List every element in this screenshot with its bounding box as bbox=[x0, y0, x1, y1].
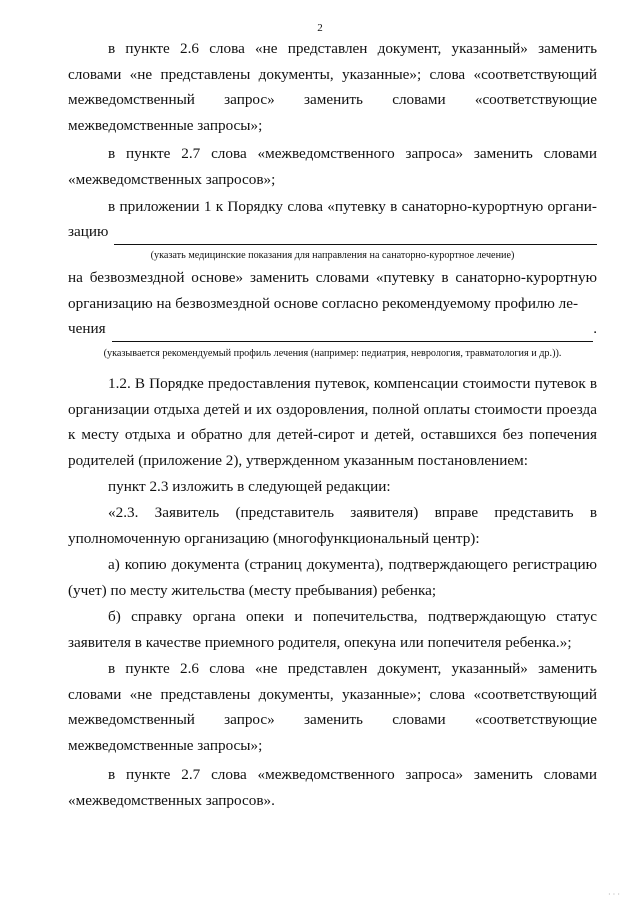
paragraph-2-7-amendment: в пункте 2.7 слова «межведомственного запроса» заменить словами «межведомственных запросов»; bbox=[68, 145, 597, 188]
fill-line-label: зацию bbox=[68, 223, 109, 240]
fill-in-line bbox=[112, 325, 594, 342]
page-number: 2 bbox=[317, 22, 323, 34]
note-medical-indications: (указать медицинские показания для направления на санаторно-курортное лечение) bbox=[150, 250, 515, 261]
paragraph-2-6-amendment-second: в пункте 2.6 слова «не представлен документ, указанный» заменить словами «не представлены документы, указанные»; слова «соответствующий межведомственный запрос» заменить словами «соответствующие межведомственные запросы»; bbox=[68, 660, 597, 754]
corner-mark: · · · bbox=[608, 890, 620, 899]
paragraph-2-3-intro: пункт 2.3 изложить в следующей редакции: bbox=[108, 478, 391, 495]
paragraph-appendix-1-line1: в приложении 1 к Порядку слова «путевку в санаторно-курортную органи- bbox=[108, 198, 597, 215]
note-treatment-profile: (указывается рекомендуемый профиль лечения (например: педиатрия, неврология, травматология и др.)). bbox=[103, 348, 562, 359]
line-end-period: . bbox=[593, 320, 597, 337]
paragraph-2-6-amendment: в пункте 2.6 слова «не представлен документ, указанный» заменить словами «не представлены документы, указанные»; слова «соответствующий межведомственный запрос» заменить словами «соответствующие межведомственные запросы»; bbox=[68, 40, 597, 134]
paragraph-item-b: б) справку органа опеки и попечительства, подтверждающую статус заявителя в качестве приемного родителя, опекуна или попечителя ребенка.»; bbox=[68, 608, 597, 651]
fill-line-label: чения bbox=[68, 320, 106, 337]
paragraph-1-2: 1.2. В Порядке предоставления путевок, компенсации стоимости путевок в организации отдыха детей и их оздоровления, полной оплаты стоимости проезда к месту отдыха и обратно для детей-сирот и детей, оставшихся без попечения родителей (приложение 2), утвержденном указанным постановлением: bbox=[68, 375, 597, 469]
paragraph-2-3-text: «2.3. Заявитель (представитель заявителя) вправе представить в уполномоченную организацию (многофункциональный центр): bbox=[68, 504, 597, 547]
paragraph-appendix-1-line2 bbox=[68, 219, 597, 245]
paragraph-replacement-text: на безвозмездной основе» заменить словами «путевку в санаторно-курортную организацию на безвозмездной основе согласно рекомендуемому профилю ле- bbox=[68, 269, 597, 312]
paragraph-item-a: а) копию документа (страниц документа), подтверждающего регистрацию (учет) по месту жительства (месту пребывания) ребенка; bbox=[68, 556, 597, 599]
paragraph-2-7-amendment-second: в пункте 2.7 слова «межведомственного запроса» заменить словами «межведомственных запросов». bbox=[68, 766, 597, 809]
fill-in-line bbox=[114, 228, 597, 245]
paragraph-replacement-last-line bbox=[68, 316, 597, 342]
